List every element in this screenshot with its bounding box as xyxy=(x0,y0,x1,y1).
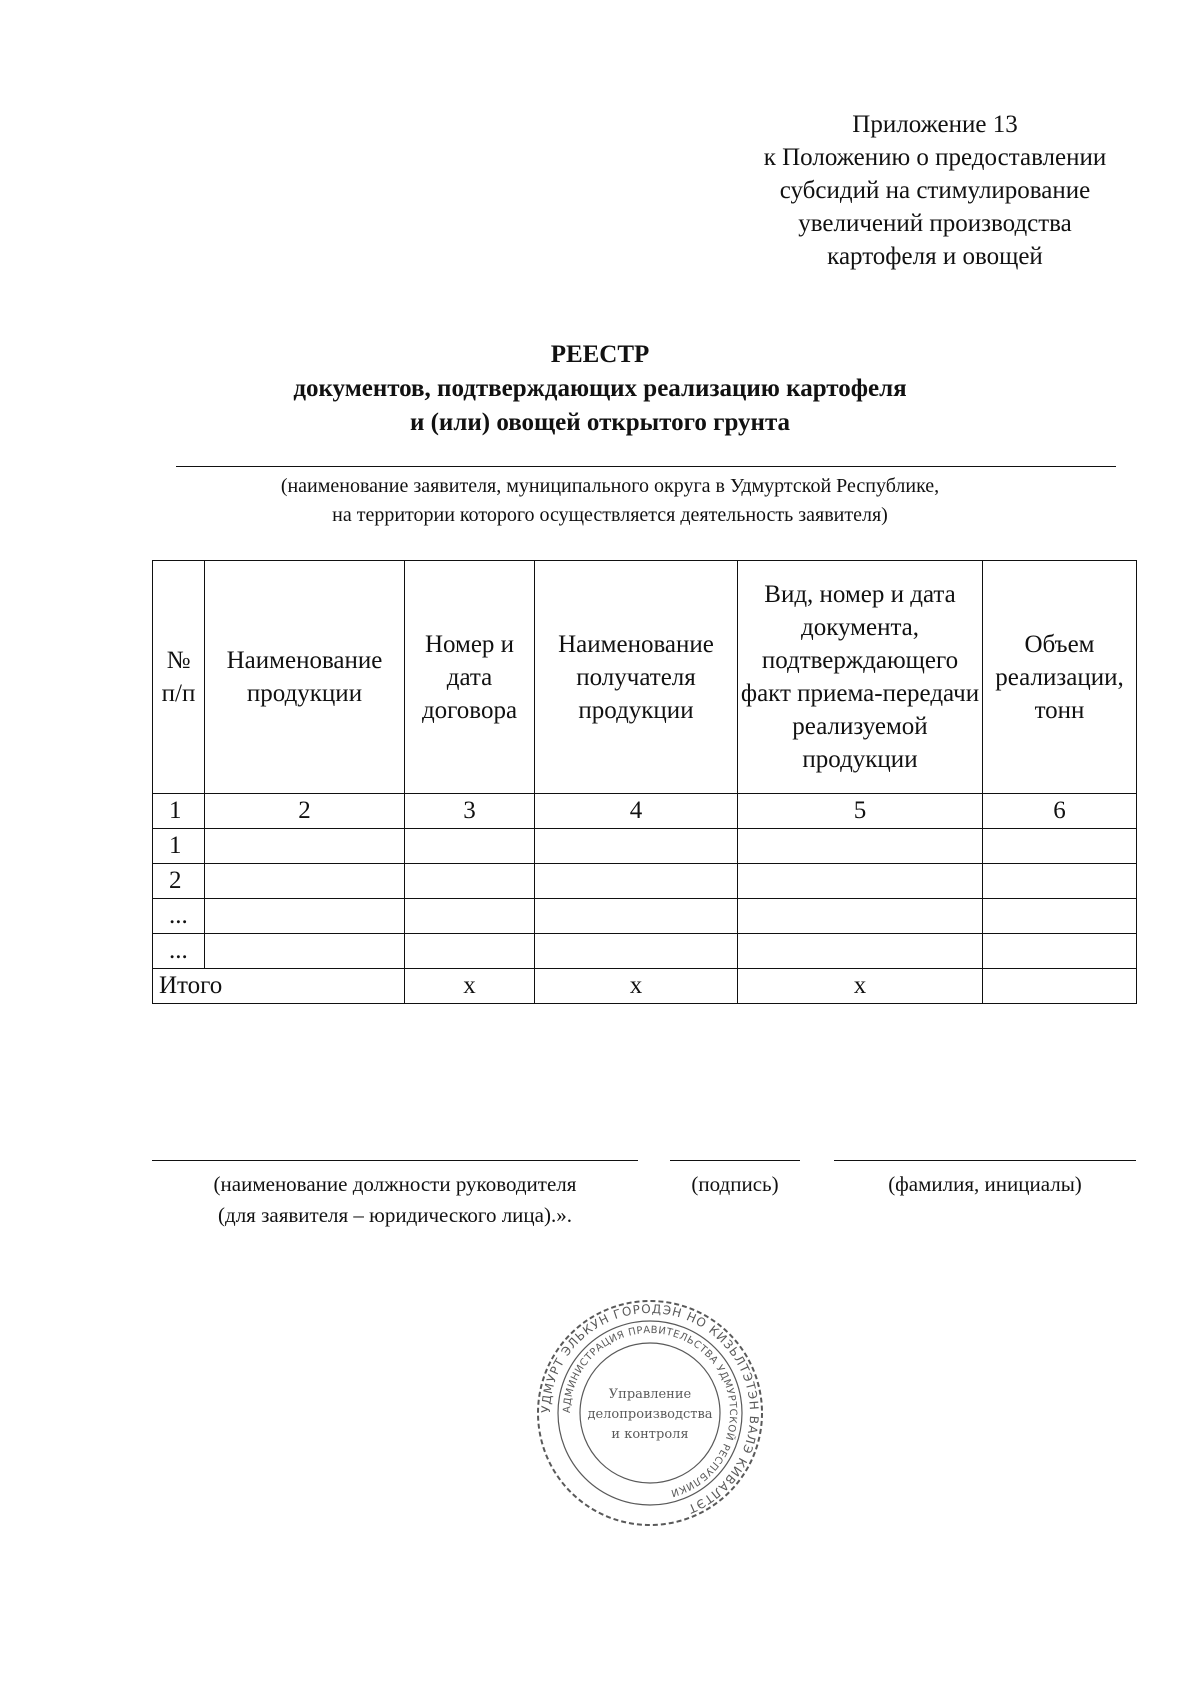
table-cell xyxy=(405,899,535,934)
row-number: ... xyxy=(153,899,205,934)
column-number: 4 xyxy=(535,794,738,829)
total-cell: x xyxy=(405,969,535,1004)
table-row xyxy=(153,899,1137,934)
stamp-center-text: делопроизводства xyxy=(587,1407,713,1422)
position-signature-line xyxy=(152,1160,638,1161)
applicant-caption-line: (наименование заявителя, муниципального округа в Удмуртской Республике, xyxy=(280,475,940,497)
header-document: Вид, номер и дата документа, подтверждающего факт приема-передачи реализуемой продукции xyxy=(738,561,983,794)
header-volume: Объем реализации, тонн xyxy=(983,561,1137,794)
registry-table xyxy=(152,560,1137,1004)
table-cell xyxy=(205,829,405,864)
stamp-outer-text: УДМУРТ ЭЛЬКУН ГОРОДЭН НО КИЗЬЛТЭТЭН ВАЛЭ КИВАЛТЭТ xyxy=(538,1301,762,1517)
column-number: 1 xyxy=(153,794,205,829)
column-number-row xyxy=(153,794,1137,829)
title-heading: РЕЕСТР xyxy=(550,341,650,368)
position-caption-line: (наименование должности руководителя xyxy=(213,1172,577,1196)
official-stamp xyxy=(535,1298,765,1528)
table-cell xyxy=(738,864,983,899)
table-cell xyxy=(738,899,983,934)
position-caption xyxy=(150,1169,640,1231)
table-cell xyxy=(983,934,1137,969)
header-product-name: Наименование продукции xyxy=(205,561,405,794)
table-cell xyxy=(405,829,535,864)
name-caption: (фамилия, инициалы) xyxy=(888,1172,1082,1196)
total-cell: x xyxy=(738,969,983,1004)
table-cell xyxy=(535,829,738,864)
applicant-caption xyxy=(150,472,1070,530)
table-header-row xyxy=(153,561,1137,794)
header-contract: Номер и дата договора xyxy=(405,561,535,794)
table-cell xyxy=(205,934,405,969)
title-line: документов, подтверждающих реализацию картофеля xyxy=(293,375,907,402)
table-cell xyxy=(983,864,1137,899)
table-cell xyxy=(983,829,1137,864)
row-number: 2 xyxy=(153,864,205,899)
appendix-line: к Положению о предоставлении xyxy=(763,144,1107,171)
table-row xyxy=(153,829,1137,864)
signature-line xyxy=(670,1160,800,1161)
signature-caption: (подпись) xyxy=(691,1172,779,1196)
appendix-line: картофеля и овощей xyxy=(827,243,1043,270)
table-cell xyxy=(535,934,738,969)
total-cell xyxy=(983,969,1137,1004)
total-row xyxy=(153,969,1137,1004)
appendix-reference xyxy=(700,108,1170,273)
column-number: 6 xyxy=(983,794,1137,829)
applicant-name-line xyxy=(176,466,1116,467)
column-number: 2 xyxy=(205,794,405,829)
row-number: 1 xyxy=(153,829,205,864)
table-cell xyxy=(405,864,535,899)
table-row xyxy=(153,864,1137,899)
title-line: и (или) овощей открытого грунта xyxy=(409,409,791,436)
header-number: № п/п xyxy=(153,561,205,794)
table-cell xyxy=(535,899,738,934)
stamp-center-text: и контроля xyxy=(611,1427,689,1442)
position-caption-line: (для заявителя – юридического лица).». xyxy=(218,1203,572,1227)
table-row xyxy=(153,934,1137,969)
table-cell xyxy=(405,934,535,969)
stamp-inner-text: АДМИНИСТРАЦИЯ ПРАВИТЕЛЬСТВА УДМУРТСКОЙ РЕСПУБЛИКИ xyxy=(561,1324,739,1499)
table-cell xyxy=(205,899,405,934)
total-label: Итого xyxy=(153,969,405,1004)
document-title xyxy=(150,338,1050,440)
stamp-center-text: Управление xyxy=(608,1387,692,1402)
table-cell xyxy=(738,934,983,969)
appendix-line: увеличений производства xyxy=(798,210,1072,237)
header-recipient: Наименование получателя продукции xyxy=(535,561,738,794)
row-number: ... xyxy=(153,934,205,969)
applicant-caption-line: на территории которого осуществляется деятельность заявителя) xyxy=(332,504,888,526)
column-number: 3 xyxy=(405,794,535,829)
column-number: 5 xyxy=(738,794,983,829)
name-signature-line xyxy=(834,1160,1136,1161)
total-cell: x xyxy=(535,969,738,1004)
appendix-line: субсидий на стимулирование xyxy=(779,177,1091,204)
table-cell xyxy=(983,899,1137,934)
appendix-line: Приложение 13 xyxy=(852,111,1018,138)
table-cell xyxy=(738,829,983,864)
table-cell xyxy=(205,864,405,899)
table-cell xyxy=(535,864,738,899)
